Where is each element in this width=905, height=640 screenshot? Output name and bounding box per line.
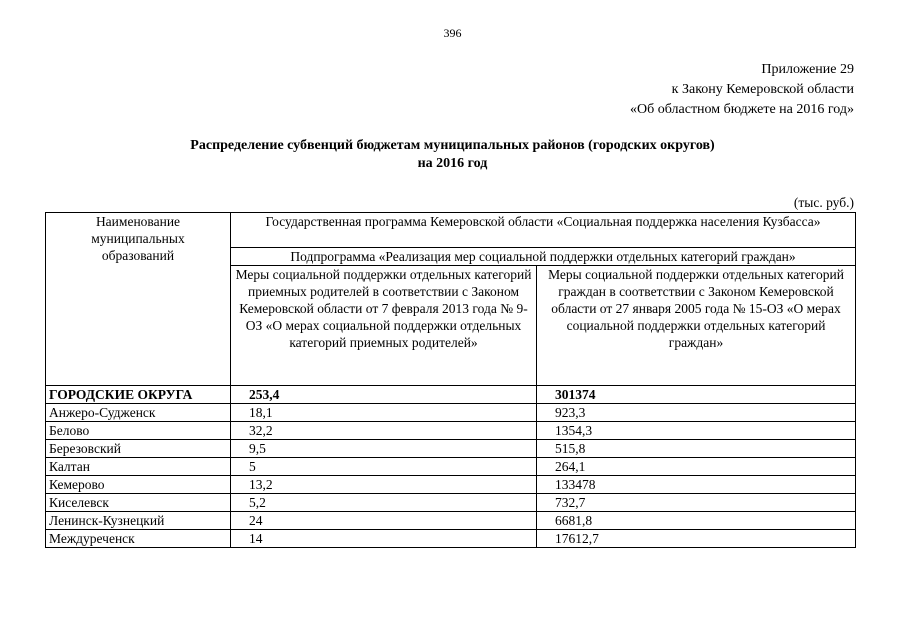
value-measure-1: 18,1 [231,404,537,422]
header-measure-1: Меры социальной поддержки отдельных категорий приемных родителей в соответствии с Законом Кемеровской области от 7 февраля 2013 года № 9-ОЗ «О мерах социальной поддержки отдельных категорий приемных родителей» [231,266,537,386]
subsidy-table [45,212,856,548]
value-measure-2: 732,7 [537,494,856,512]
value-measure-2: 515,8 [537,440,856,458]
value-measure-2: 6681,8 [537,512,856,530]
table-row [46,512,856,530]
document-title [0,137,905,173]
total-value-2: 301374 [537,386,856,404]
table-row [46,404,856,422]
value-measure-2: 17612,7 [537,530,856,548]
municipality-name: Кемерово [46,476,231,494]
municipality-name: Калтан [46,458,231,476]
appendix-block [630,60,854,120]
title-line-2: на 2016 год [417,156,488,171]
table-row [46,440,856,458]
value-measure-1: 13,2 [231,476,537,494]
municipality-name: Белово [46,422,231,440]
header-subprogram: Подпрограмма «Реализация мер социальной поддержки отдельных категорий граждан» [231,248,856,266]
value-measure-1: 9,5 [231,440,537,458]
table-row-total [46,386,856,404]
total-name: ГОРОДСКИЕ ОКРУГА [46,386,231,404]
municipality-name: Киселевск [46,494,231,512]
table-row [46,476,856,494]
appendix-line-3: «Об областном бюджете на 2016 год» [630,102,854,117]
value-measure-1: 5 [231,458,537,476]
value-measure-2: 1354,3 [537,422,856,440]
value-measure-1: 24 [231,512,537,530]
municipality-name: Междуреченск [46,530,231,548]
table-row [46,422,856,440]
table-row [46,530,856,548]
title-line-1: Распределение субвенций бюджетам муниципальных районов (городских округов) [190,138,715,153]
value-measure-2: 264,1 [537,458,856,476]
value-measure-2: 923,3 [537,404,856,422]
appendix-line-2: к Закону Кемеровской области [671,82,854,97]
value-measure-1: 14 [231,530,537,548]
value-measure-1: 32,2 [231,422,537,440]
header-measure-2: Меры социальной поддержки отдельных категорий граждан в соответствии с Законом Кемеровской области от 27 января 2005 года № 15-ОЗ «О мерах социальной поддержки отдельных категорий граждан» [537,266,856,386]
total-value-1: 253,4 [231,386,537,404]
units-label: (тыс. руб.) [793,195,854,210]
municipality-name: Ленинск-Кузнецкий [46,512,231,530]
appendix-line-1: Приложение 29 [761,62,854,77]
header-municipality: Наименование муниципальных образований [46,213,231,386]
value-measure-1: 5,2 [231,494,537,512]
table-row [46,458,856,476]
page-number: 396 [443,26,462,40]
municipality-name: Анжеро-Судженск [46,404,231,422]
table-row [46,494,856,512]
municipality-name: Березовский [46,440,231,458]
header-program: Государственная программа Кемеровской области «Социальная поддержка населения Кузбасса» [231,213,856,248]
value-measure-2: 133478 [537,476,856,494]
